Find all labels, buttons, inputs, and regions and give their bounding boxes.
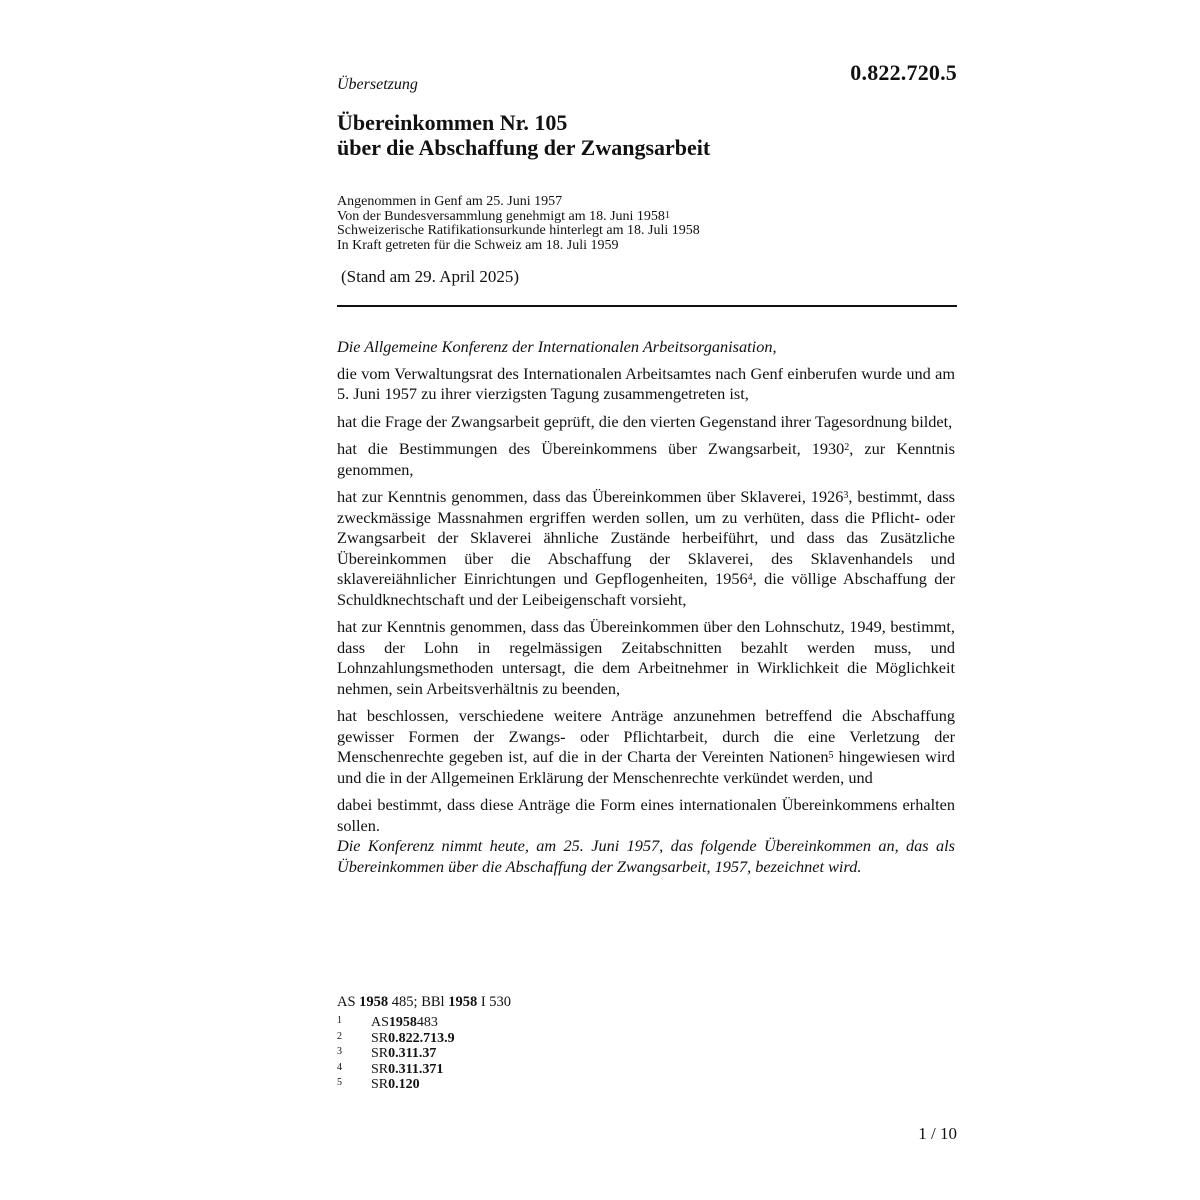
preamble-paragraph-4-text-c: , die völlige Abschaffung der Schuldknechtschaft und der Leibeigenschaft vorsieht, [337,569,955,609]
footnote-item [337,1031,455,1047]
preamble-paragraph-3-text-b: , zur Kenntnis genommen, [337,439,955,479]
footnote-prefix: SR [371,1046,389,1061]
preamble-paragraph-7: dabei bestimmt, dass diese Anträge die Form eines internationalen Übereinkommens erhalten sollen. [337,795,955,835]
adoption-line-1: Angenommen in Genf am 25. Juni 1957 [337,194,563,209]
title-line-1: Übereinkommen Nr. 105 [337,110,568,135]
preamble-paragraph-3 [337,439,955,480]
footnote-reference: 0.120 [388,1077,420,1092]
footnote-suffix: 483 [416,1015,438,1030]
preamble-paragraph-3-text-a: hat die Bestimmungen des Übereinkommens über Zwangsarbeit, 1930 [337,439,845,458]
source-suffix: I 530 [477,994,512,1010]
header-divider [337,305,957,307]
footnote-prefix: AS [371,1015,389,1030]
preamble-paragraph-6 [337,706,955,788]
footnote-ref-3[interactable]: 3 [843,490,849,501]
footnote-item [337,1046,455,1062]
title-line-2: über die Abschaffung der Zwangsarbeit [337,135,711,160]
adoption-line-3: Schweizerische Ratifikationsurkunde hinterlegt am 18. Juli 1958 [337,223,700,238]
footnote-ref-1[interactable]: 1 [664,209,670,221]
source-prefix: AS [337,994,360,1010]
document-page [337,0,957,1200]
footnote-item [337,1062,455,1078]
footnote-reference: 0.311.37 [388,1046,437,1061]
preamble-paragraph-4 [337,487,955,610]
source-mid: 485; BBl [388,994,449,1010]
footnote-number: 1 [337,1015,342,1026]
preamble-paragraph-4-text-b: , bestimmt, dass zweckmässige Massnahmen ergriffen werden sollen, um zu verhüten, dass die Pflicht- oder Zwangsarbeit der Sklaverei ähnliche Zustände herbeiführt, und dass das Zusätzliche Übereinkommen über die Abschaffung der Sklaverei, des Sklavenhandels und sklavereiähnlicher Einrichtungen und Gepflogenheiten, 1956 [337,487,955,588]
footnote-prefix: SR [371,1061,389,1077]
footnote-prefix: SR [371,1077,389,1092]
preamble-intro: Die Allgemeine Konferenz der Internationalen Arbeitsorganisation, [337,337,777,356]
footnote-number: 5 [337,1077,342,1088]
preamble-paragraph-6-text-a: hat beschlossen, verschiedene weitere Anträge anzunehmen betreffend die Abschaffung gewisser Formen der Zwangs- oder Pflichtarbeit, durch die eine Verletzung der Menschenrechte gegeben ist, auf die in der Charta der Vereinten Nationen [337,706,955,766]
adoption-line-2 [337,210,700,225]
preamble-paragraph-1: die vom Verwaltungsrat des Internationalen Arbeitsamtes nach Genf einberufen wurde und am 5. Juni 1957 zu ihrer vierzigsten Tagung zusammengetreten ist, [337,363,955,403]
footnote-ref-4[interactable]: 4 [747,572,753,583]
source-year-1: 1958 [359,994,389,1010]
page-number: 1 / 10 [918,1124,957,1143]
footnote-reference: 1958 [388,1015,417,1030]
document-title [337,110,710,160]
sr-number: 0.822.720.5 [850,60,957,85]
preamble-paragraph-6-text-b: hingewiesen wird und die in der Allgemeinen Erklärung der Menschenrechte verkündet werden, und [337,747,955,787]
preamble-paragraph-2: hat die Frage der Zwangsarbeit geprüft, die den vierten Gegenstand ihrer Tagesordnung bildet, [337,411,953,431]
footnote-number: 4 [337,1061,342,1073]
footnote-item [337,1077,455,1093]
preamble-paragraph-5: hat zur Kenntnis genommen, dass das Übereinkommen über den Lohnschutz, 1949, bestimmt, dass der Lohn in regelmässigen Zeitabschnitten bezahlt werden muss, und Lohnzahlungsmethoden untersagt, die dem Arbeitnehmer in Wirklichkeit die Möglichkeit nehmen, sein Arbeitsverhältnis zu beenden, [337,617,955,698]
footnote-list [337,1015,455,1093]
footnote-ref-2[interactable]: 2 [844,442,850,453]
stand-date: (Stand am 29. April 2025) [341,267,520,286]
preamble [337,337,955,884]
adoption-info [337,195,700,253]
source-year-2: 1958 [448,994,478,1010]
preamble-paragraph-4-text-a: hat zur Kenntnis genommen, dass das Übereinkommen über Sklaverei, 1926 [337,487,844,506]
preamble-closing: Die Konferenz nimmt heute, am 25. Juni 1957, das folgende Übereinkommen an, das als Übereinkommen über die Abschaffung der Zwangsarbeit, 1957, bezeichnet wird. [337,836,955,876]
footnote-prefix: SR [371,1030,389,1046]
adoption-line-4: In Kraft getreten für die Schweiz am 18. Juli 1959 [337,237,619,253]
adoption-line-2-text: Von der Bundesversammlung genehmigt am 18. Juni 1958 [337,208,665,224]
translation-label: Übersetzung [337,76,418,93]
footnote-item [337,1015,455,1031]
footnote-ref-5[interactable]: 5 [828,750,834,761]
footnote-number: 3 [337,1046,342,1057]
footnote-number: 2 [337,1030,342,1042]
footnote-reference: 0.311.371 [388,1061,444,1077]
footnote-reference: 0.822.713.9 [388,1030,455,1046]
footnote-source [337,994,511,1011]
